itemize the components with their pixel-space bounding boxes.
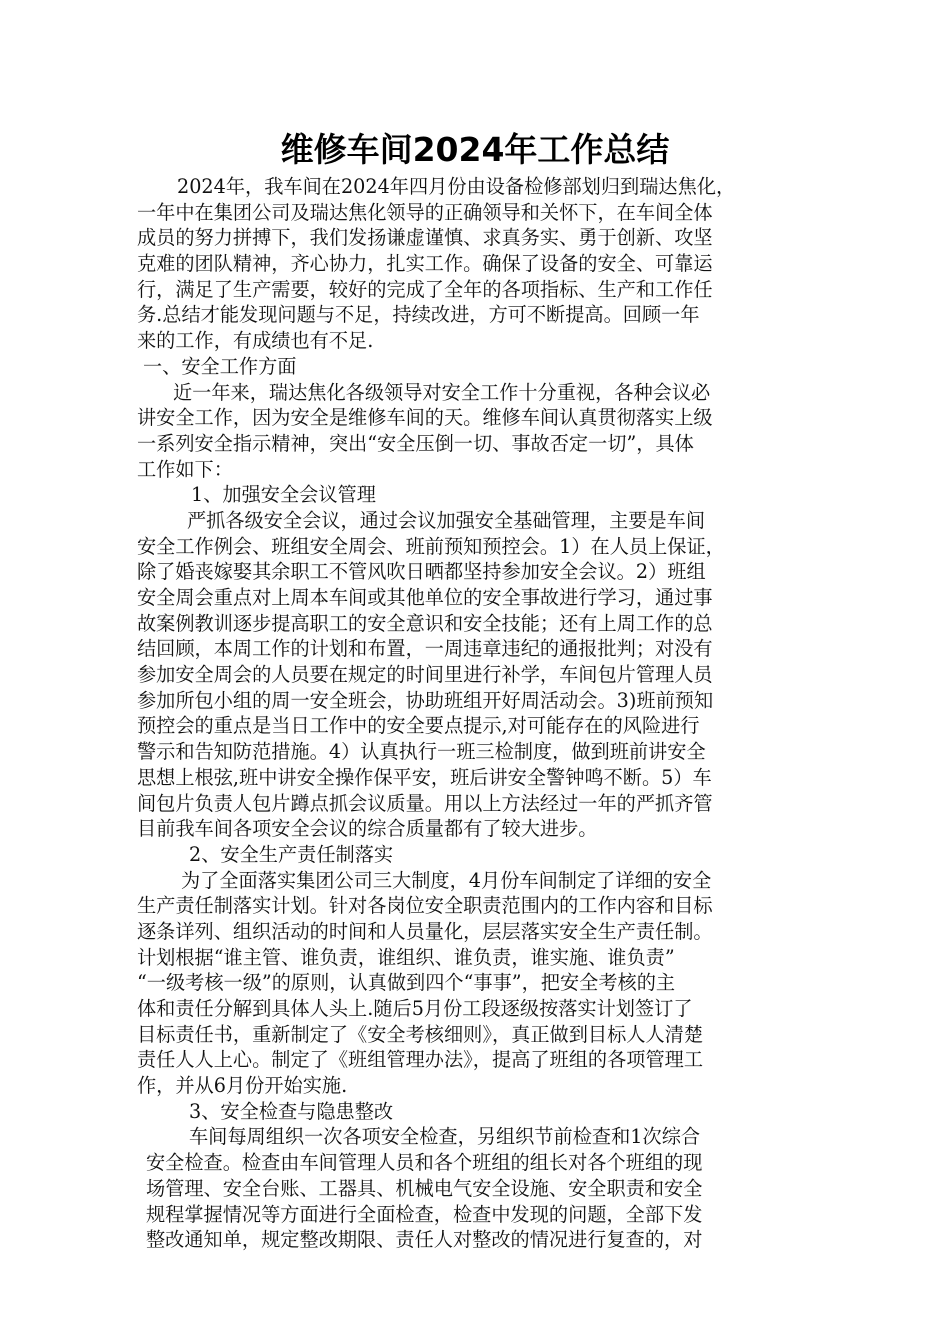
body-line: 责任人人上心。制定了《班组管理办法》，提高了班组的各项管理工 (137, 1048, 704, 1072)
body-line: 参加安全周会的人员要在规定的时间里进行补学，车间包片管理人员 (137, 663, 713, 687)
body-line: 一年中在集团公司及瑞达焦化领导的正确领导和关怀下，在车间全体 (137, 200, 713, 224)
document-body (137, 174, 813, 1253)
body-line: 间包片负责人包片蹲点抓会议质量。用以上方法经过一年的严抓齐管 (137, 791, 713, 815)
body-line: “一级考核一级”的原则，认真做到四个“事事”，把安全考核的主 (137, 971, 676, 995)
body-line: 车间每周组织一次各项安全检查，另组织节前检查和1次综合 (189, 1125, 701, 1149)
body-line: 近一年来，瑞达焦化各级领导对安全工作十分重视，各种会议必 (173, 380, 711, 404)
body-line: 行，满足了生产需要，较好的完成了全年的各项指标、生产和工作任 (137, 277, 713, 301)
body-line: 整改通知单，规定整改期限、责任人对整改的情况进行复查的，对 (146, 1228, 703, 1252)
body-line: 安全工作例会、班组安全周会、班前预知预控会。1）在人员上保证， (137, 534, 725, 558)
body-line: 参加所包小组的周一安全班会，协助班组开好周活动会。3)班前预知 (137, 688, 714, 712)
body-line: 2024年，我车间在2024年四月份由设备检修部划归到瑞达焦化， (177, 175, 736, 198)
body-line: 一系列安全指示精神，突出“安全压倒一切、事故否定一切”，具体 (137, 431, 694, 455)
body-line: 规程掌握情况等方面进行全面检查，检查中发现的问题，全部下发 (146, 1202, 703, 1226)
body-line: 为了全面落实集团公司三大制度，4月份车间制定了详细的安全 (181, 868, 712, 892)
body-line: 场管理、安全台账、工器具、机械电气安全设施、安全职责和安全 (146, 1176, 703, 1200)
body-line: 预控会的重点是当日工作中的安全要点提示,对可能存在的风险进行 (137, 714, 700, 738)
subsection-heading: 1、加强安全会议管理 (191, 483, 376, 507)
body-line: 安全周会重点对上周本车间或其他单位的安全事故进行学习，通过事 (137, 586, 713, 609)
body-line: 克难的团队精神，齐心协力，扎实工作。确保了设备的安全、可靠运 (137, 252, 713, 276)
body-line: 作，并从6月份开始实施. (137, 1074, 348, 1098)
body-line: 思想上根弦,班中讲安全操作保平安，班后讲安全警钟鸣不断。5）车 (137, 765, 712, 789)
subsection-heading: 3、安全检查与隐患整改 (189, 1099, 394, 1123)
body-line: 结回顾，本周工作的计划和布置，一周违章违纪的通报批判；对没有 (137, 637, 713, 661)
body-line: 生产责任制落实计划。针对各岗位安全职责范围内的工作内容和目标 (137, 894, 713, 918)
body-line: 严抓各级安全会议，通过会议加强安全基础管理，主要是车间 (187, 508, 706, 532)
body-line: 讲安全工作，因为安全是维修车间的天。维修车间认真贯彻落实上级 (137, 406, 713, 430)
body-line: 工作如下： (137, 457, 233, 481)
body-line: 除了婚丧嫁娶其余职工不管风吹日晒都坚持参加安全会议。2）班组 (137, 560, 706, 584)
body-line: 逐条详列、组织活动的时间和人员量化，层层落实安全生产责任制。 (137, 919, 713, 943)
section-heading: 一、安全工作方面 (143, 354, 297, 378)
document-title: 维修车间2024年工作总结 (280, 130, 670, 169)
body-line: 故案例教训逐步提高职工的安全意识和安全技能；还有上周工作的总 (137, 611, 713, 635)
body-line: 目前我车间各项安全会议的综合质量都有了较大进步。 (137, 817, 598, 841)
body-line: 来的工作，有成绩也有不足. (137, 329, 374, 353)
body-line: 警示和告知防范措施。4）认真执行一班三检制度，做到班前讲安全 (137, 740, 706, 764)
body-line: 成员的努力拼搏下，我们发扬谦虚谨慎、求真务实、勇于创新、攻坚 (137, 226, 713, 250)
body-line: 务.总结才能发现问题与不足，持续改进，方可不断提高。回顾一年 (137, 303, 700, 327)
body-line: 计划根据“谁主管、谁负责，谁组织、谁负责，谁实施、谁负责” (137, 945, 675, 969)
body-line: 安全检查。检查由车间管理人员和各个班组的组长对各个班组的现 (146, 1151, 703, 1175)
body-line: 目标责任书，重新制定了《安全考核细则》，真正做到目标人人清楚 (137, 1022, 704, 1046)
body-line: 体和责任分解到具体人头上.随后5月份工段逐级按落实计划签订了 (137, 997, 693, 1020)
subsection-heading: 2、安全生产责任制落实 (189, 842, 394, 866)
